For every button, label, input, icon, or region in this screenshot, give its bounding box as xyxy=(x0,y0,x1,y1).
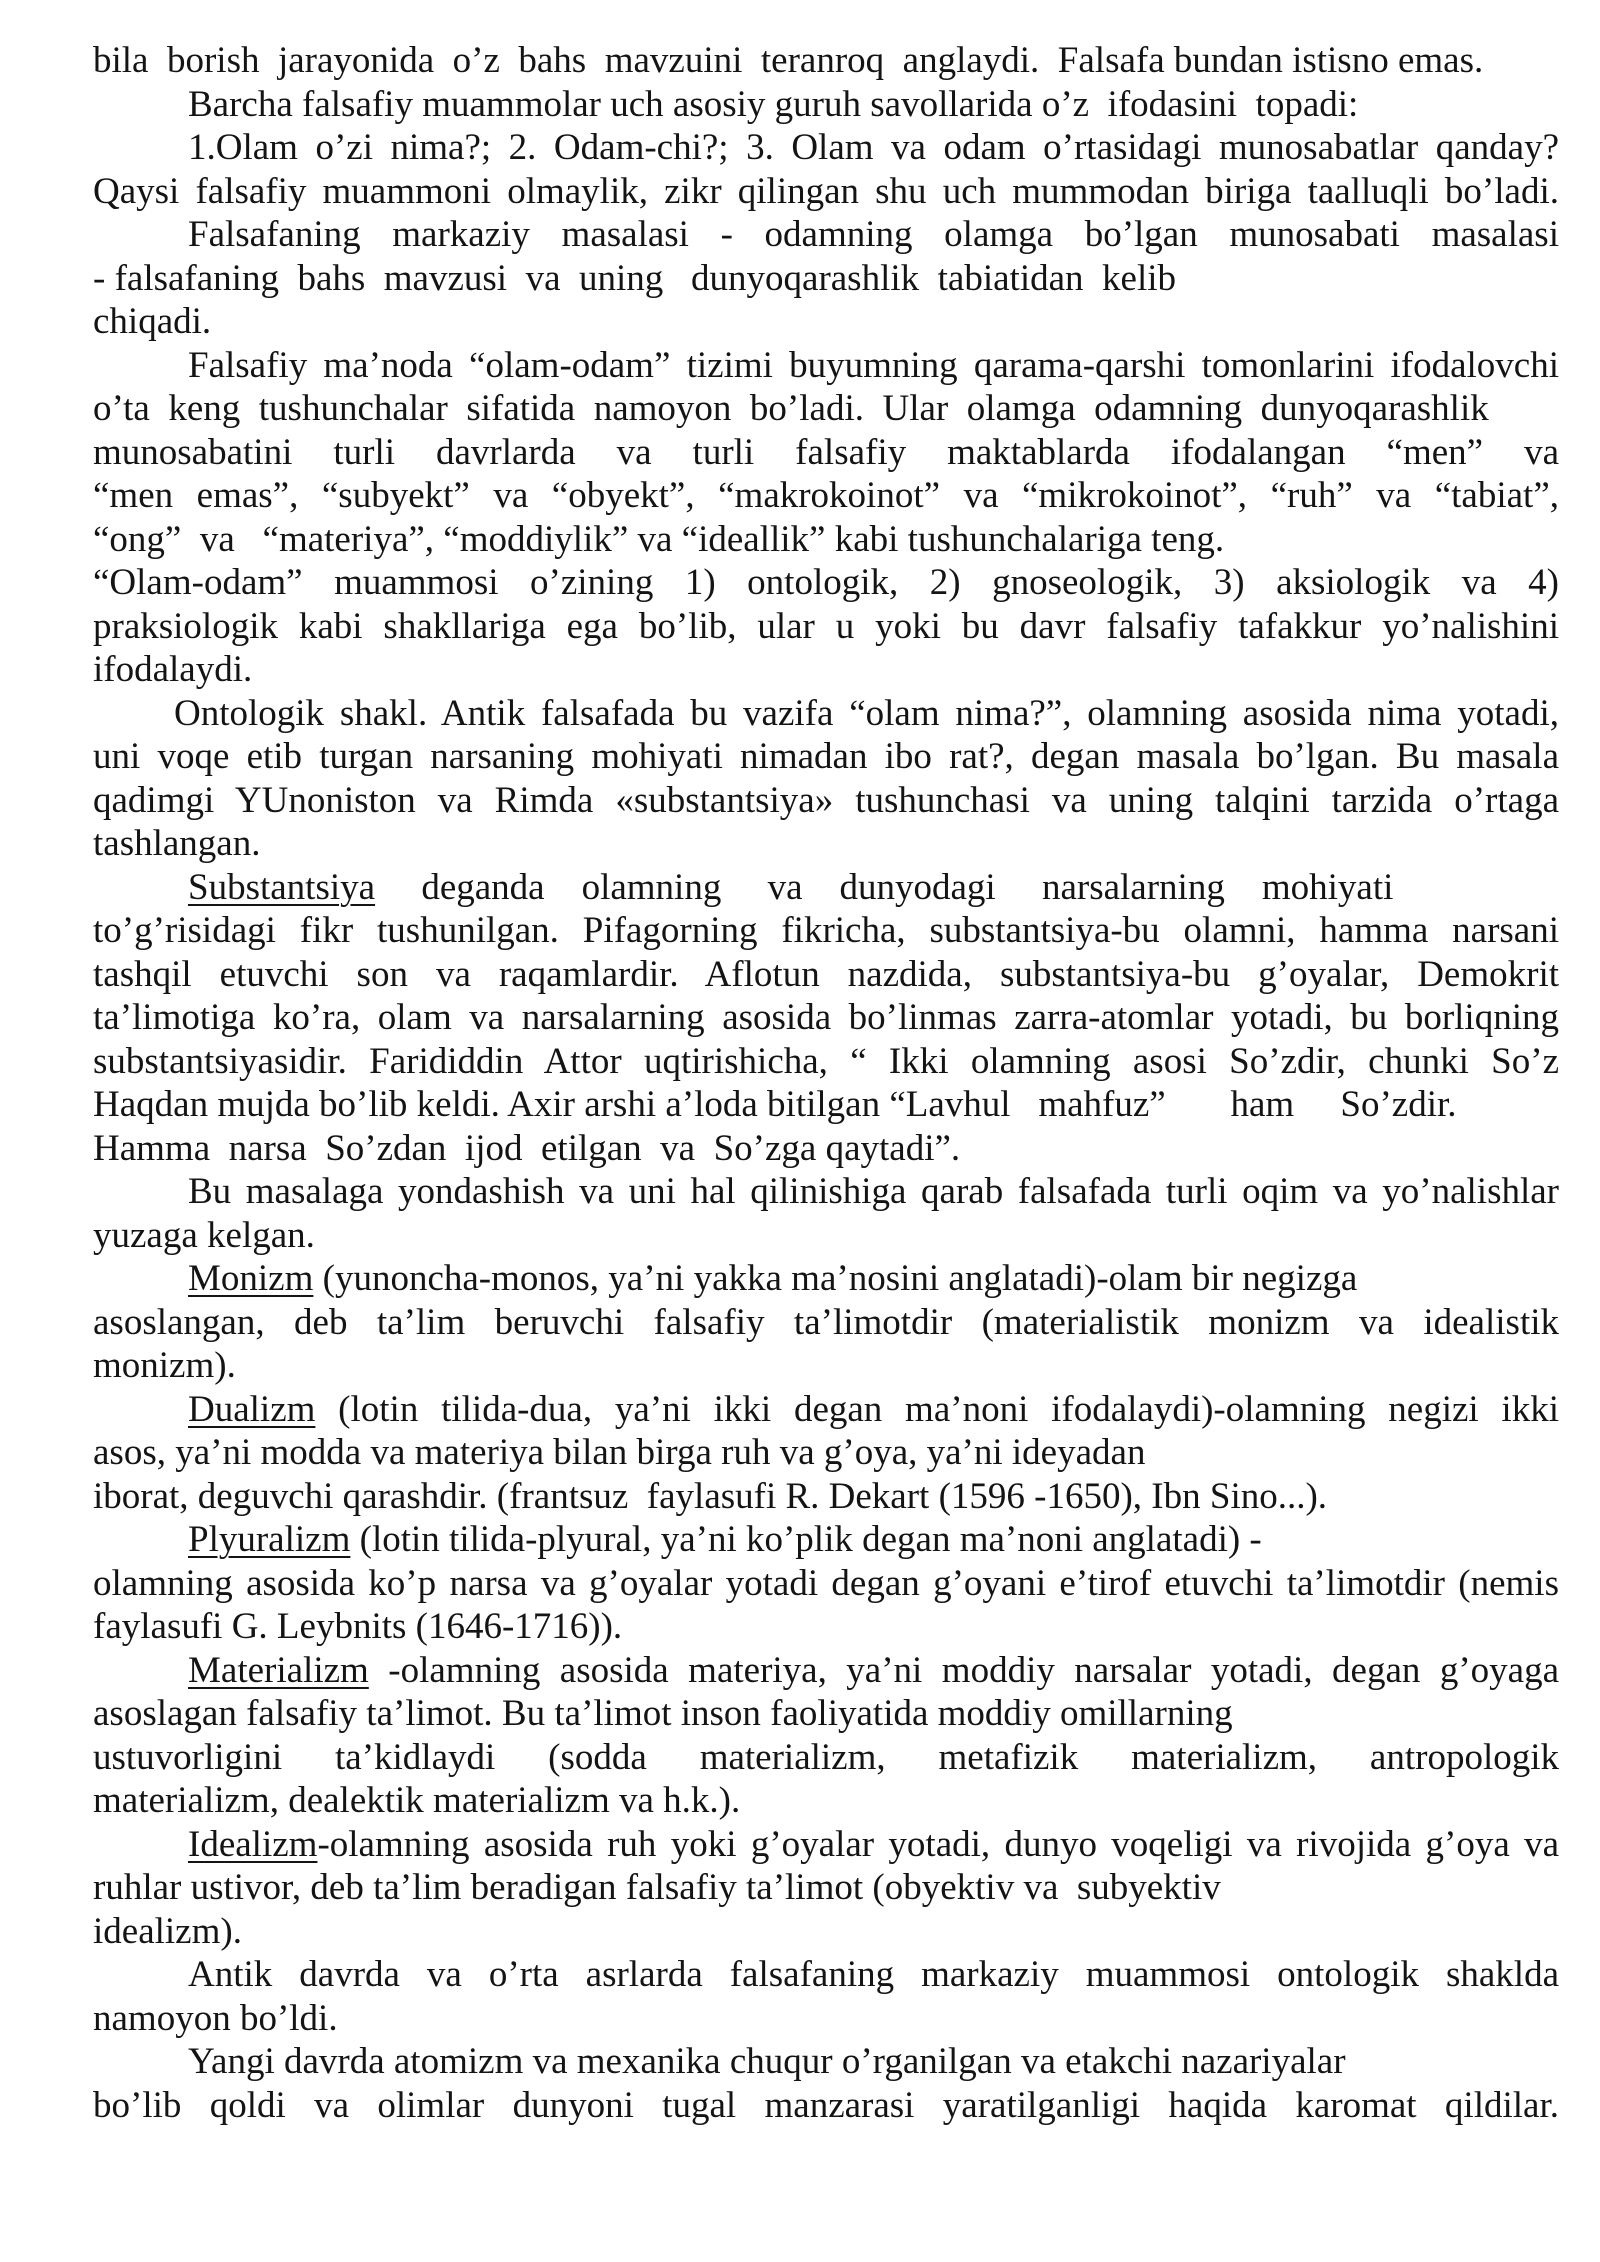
text-line: uni voqe etib turgan narsaning mohiyati nimadan ibo rat?, degan masala bo’lgan. Bu masala xyxy=(93,736,1559,777)
text-line: Haqdan mujda bo’lib keldi. Axir arshi a’loda bitilgan “Lavhul mahfuz” ham So’zdir. xyxy=(93,1084,1457,1125)
text-line: asoslangan, deb ta’lim beruvchi falsafiy ta’limotdir (materialistik monizm va idealistik xyxy=(93,1301,1559,1343)
text-line: bila borish jarayonida o’z bahs mavzuini teranroq anglaydi. Falsafa bundan istisno emas. xyxy=(93,40,1484,81)
text-line: idealizm). xyxy=(93,1910,242,1952)
text-line: to’g’risidagi fikr tushunilgan. Pifagorning fikricha, substantsiya-bu olamni, hamma narsani xyxy=(93,910,1559,951)
text-line: monizm). xyxy=(93,1345,236,1386)
text-line: substantsiyasidir. Farididdin Attor uqtirishicha, “ Ikki olamning asosi So’zdir, chunki So’z xyxy=(93,1040,1559,1082)
text-line: Qaysi falsafiy muammoni olmaylik, zikr qilingan shu uch mummodan biriga taalluqli bo’ladi. xyxy=(93,170,1559,212)
text-line: faylasufi G. Leybnits (1646-1716)). xyxy=(93,1606,623,1647)
text-line: tashqil etuvchi son va raqamlardir. Aflotun nazdida, substantsiya-bu g’oyalar, Demokrit xyxy=(93,953,1559,995)
text-line: Antik davrda va o’rta asrlarda falsafaning markaziy muammosi ontologik shaklda xyxy=(188,1954,1559,1995)
text-line: ruhlar ustivor, deb ta’lim beradigan falsafiy ta’limot (obyektiv va subyektiv xyxy=(93,1867,1221,1908)
underlined-term: Substantsiya xyxy=(188,866,376,908)
text-line: ustuvorligini ta’kidlaydi (sodda materializm, metafizik materializm, antropologik xyxy=(93,1736,1559,1778)
underlined-term: Idealizm xyxy=(188,1823,318,1865)
text-line xyxy=(93,1823,1559,1867)
text-line: olamning asosida ko’p narsa va g’oyalar yotadi degan g’oyani e’tirof etuvchi ta’limotdir (nemis xyxy=(93,1562,1559,1604)
text-line xyxy=(93,1649,1559,1693)
text-line xyxy=(93,1257,1559,1301)
text-line: chiqadi. xyxy=(93,301,212,342)
text-line: asoslagan falsafiy ta’limot. Bu ta’limot inson faoliyatida moddiy omillarning xyxy=(93,1693,1233,1734)
line-text: deganda olamning va dunyodagi narsalarning mohiyati xyxy=(375,866,1394,908)
text-line: Falsafaning markaziy masalasi - odamning olamga bo’lgan munosabati masalasi xyxy=(188,214,1559,255)
document-body xyxy=(93,39,1559,2127)
text-line: o’ta keng tushunchalar sifatida namoyon bo’ladi. Ular olamga odamning dunyoqarashlik xyxy=(93,388,1489,429)
underlined-term: Dualizm xyxy=(188,1388,316,1430)
text-line: bo’lib qoldi va olimlar dunyoni tugal manzarasi yaratilganligi haqida karomat qildilar. xyxy=(93,2084,1559,2126)
underlined-term: Materializm xyxy=(188,1649,369,1691)
text-line: ta’limotiga ko’ra, olam va narsalarning asosida bo’linmas zarra-atomlar yotadi, bu borliqning xyxy=(93,997,1559,1038)
text-line: ifodalaydi. xyxy=(93,649,253,690)
line-text: (lotin tilida-dua, ya’ni ikki degan ma’noni ifodalaydi)-olamning negizi ikki xyxy=(315,1388,1559,1430)
text-line: namoyon bo’ldi. xyxy=(93,1997,338,2039)
text-line xyxy=(93,866,1559,910)
text-line: tashlangan. xyxy=(93,823,261,864)
text-line: - falsafaning bahs mavzusi va uning dunyoqarashlik tabiatidan kelib xyxy=(93,257,1177,299)
text-line: Yangi davrda atomizm va mexanika chuqur o’rganilgan va etakchi nazariyalar xyxy=(188,2041,1346,2082)
text-line: materializm, dealektik materializm va h.k.). xyxy=(93,1780,741,1821)
line-text: -olamning asosida ruh yoki g’oyalar yotadi, dunyo voqeligi va rivojida g’oya va xyxy=(317,1823,1559,1865)
text-line: Bu masalaga yondashish va uni hal qilinishiga qarab falsafada turli oqim va yo’nalishlar xyxy=(188,1171,1559,1212)
line-text: -olamning asosida materiya, ya’ni moddiy narsalar yotadi, degan g’oyaga xyxy=(368,1649,1559,1691)
text-line: 1.Olam o’zi nima?; 2. Odam-chi?; 3. Olam va odam o’rtasidagi munosabatlar qanday? xyxy=(188,127,1559,168)
text-line: praksiologik kabi shakllariga ega bo’lib, ular u yoki bu davr falsafiy tafakkur yo’nalishini xyxy=(93,605,1559,647)
text-line: Barcha falsafiy muammolar uch asosiy guruh savollarida o’z ifodasini topadi: xyxy=(188,83,1359,125)
text-line: qadimgi YUnoniston va Rimda «substantsiya» tushunchasi va uning talqini tarzida o’rtaga xyxy=(93,779,1559,821)
text-line: “Olam-odam” muammosi o’zining 1) ontologik, 2) gnoseologik, 3) aksiologik va 4) xyxy=(93,562,1559,603)
text-line: Ontologik shakl. Antik falsafada bu vazifa “olam nima?”, olamning asosida nima yotadi, xyxy=(174,692,1559,734)
text-line xyxy=(93,1518,1559,1562)
underlined-term: Plyuralizm xyxy=(188,1519,351,1560)
text-line xyxy=(93,1388,1559,1432)
text-line: yuzaga kelgan. xyxy=(93,1214,315,1256)
line-text: (yunoncha-monos, ya’ni yakka ma’nosini anglatadi)-olam bir negizga xyxy=(313,1258,1358,1299)
text-line: Falsafiy ma’noda “olam-odam” tizimi buyumning qarama-qarshi tomonlarini ifodalovchi xyxy=(188,344,1559,386)
text-line: “ong” va “materiya”, “moddiylik” va “ideallik” kabi tushunchalariga teng. xyxy=(93,518,1225,560)
underlined-term: Monizm xyxy=(188,1258,314,1299)
text-line: munosabatini turli davrlarda va turli falsafiy maktablarda ifodalangan “men” va xyxy=(93,431,1559,473)
text-line: asos, ya’ni modda va materiya bilan birga ruh va g’oya, ya’ni ideyadan xyxy=(93,1432,1146,1473)
line-text: (lotin tilida-plyural, ya’ni ko’plik degan ma’noni anglatadi) - xyxy=(350,1519,1262,1560)
text-line: Hamma narsa So’zdan ijod etilgan va So’zga qaytadi”. xyxy=(93,1127,961,1169)
text-line: iborat, deguvchi qarashdir. (frantsuz faylasufi R. Dekart (1596 -1650), Ibn Sino...). xyxy=(93,1475,1328,1517)
text-line: “men emas”, “subyekt” va “obyekt”, “makrokoinot” va “mikrokoinot”, “ruh” va “tabiat”, xyxy=(93,475,1559,516)
